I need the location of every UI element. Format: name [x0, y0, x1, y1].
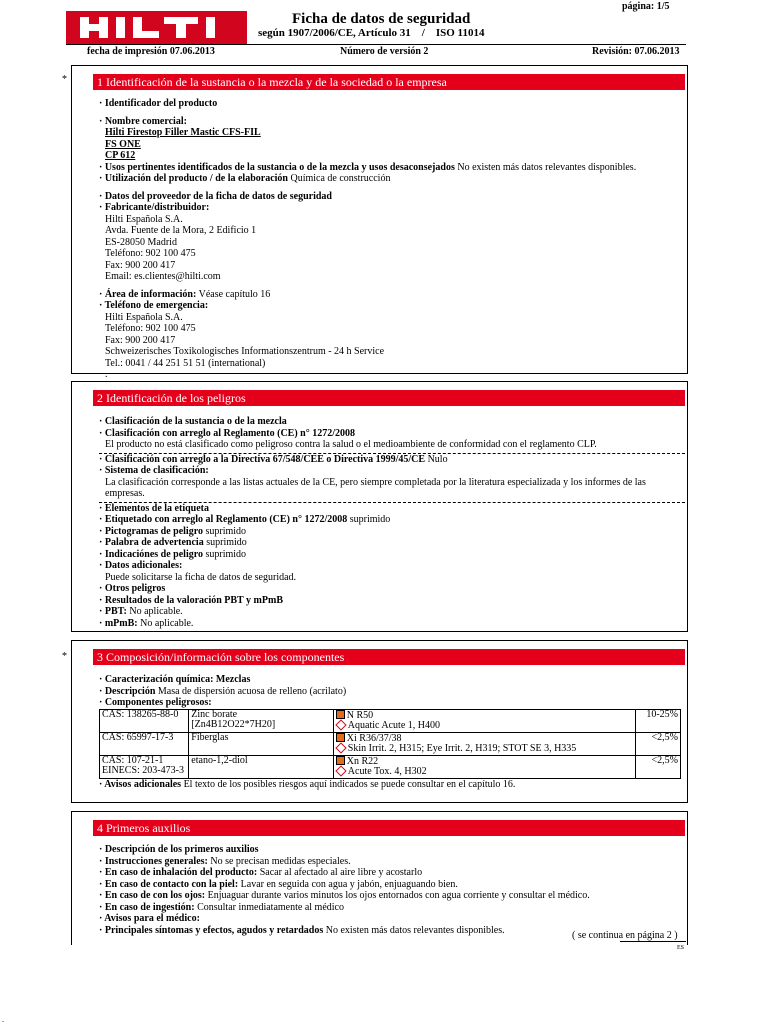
- text-line: Fax: 900 200 417: [105, 334, 176, 346]
- cas-cell: CAS: 138265-88-0: [100, 709, 189, 732]
- text-line: · En caso de contacto con la piel: Lavar en seguida con agua y jabón, enjuaguando bien.: [99, 878, 458, 890]
- change-marker: *: [62, 74, 67, 85]
- name-cell: Fiberglas: [189, 732, 333, 755]
- text-line: · Avisos adicionales El texto de los posibles riesgos aquí indicados se puede consultar en el capítulo 16.: [99, 778, 516, 790]
- section-4: [71, 811, 688, 945]
- text-line: · Clasificación de la sustancia o de la mezcla: [99, 416, 287, 427]
- text-line: · En caso de inhalación del producto: Sacar al afectado al aire libre y acostarlo: [99, 867, 423, 878]
- section-1-title: 1 Identificación de la sustancia o la mezcla y de la sociedad o la empresa: [93, 74, 685, 90]
- section-2: [71, 381, 688, 632]
- percent-cell: 10-25%: [635, 709, 680, 732]
- classification-cell: N R50 Aquatic Acute 1, H400: [333, 709, 635, 732]
- continuation-note: ( se continua en página 2 ): [572, 930, 678, 941]
- page-number: página: 1/5: [622, 1, 670, 12]
- harmful-hazard-icon: [336, 756, 345, 765]
- text-line: · Resultados de la valoración PBT y mPmB: [99, 594, 283, 606]
- text-line: ES-28050 Madrid: [105, 236, 177, 248]
- text-line: Tel.: 0041 / 44 251 51 51 (international): [105, 357, 266, 369]
- section-1: [71, 65, 688, 380]
- text-line: · mPmB: No aplicable.: [99, 617, 194, 629]
- text-line: La clasificación corresponde a las listas actuales de la CE, pero siempre completada por la literatura especializada y los informes de las empresas.: [105, 476, 646, 499]
- document-subtitle: según 1907/2006/CE, Artículo 31 / ISO 11014: [258, 27, 485, 39]
- classification-cell: Xn R22 Acute Tox. 4, H302: [333, 755, 635, 778]
- text-line: · En caso de con los ojos: Enjuaguar durante varios minutos los ojos entornados con agua corriente y consultar el médico.: [99, 890, 590, 901]
- percent-cell: <2,5%: [635, 755, 680, 778]
- document-title: Ficha de datos de seguridad: [292, 11, 471, 27]
- change-marker: *: [62, 651, 67, 662]
- text-line: Avda. Fuente de la Mora, 2 Edificio 1: [105, 225, 257, 236]
- section-3: [71, 640, 688, 803]
- name-cell: Zinc borate [Zn4B12O22*7H20]: [189, 709, 333, 732]
- ghs-exclamation-icon: [335, 742, 346, 753]
- text-line: Teléfono: 902 100 475: [105, 323, 196, 334]
- text-line: Teléfono: 902 100 475: [105, 248, 196, 259]
- print-date: fecha de impresión 07.06.2013: [87, 46, 215, 57]
- text-line: · Etiquetado con arreglo al Reglamento (CE) n° 1272/2008 suprimido: [99, 514, 391, 525]
- text-line: .: [105, 369, 108, 380]
- text-line: · Datos del proveedor de la ficha de datos de seguridad: [99, 190, 332, 202]
- text-line: · Fabricante/distribuidor:: [99, 202, 210, 213]
- table-row: [100, 709, 681, 732]
- text-line: · En caso de ingestión: Consultar inmediatamente al médico: [99, 901, 344, 913]
- text-line: · Palabra de advertencia suprimido: [99, 537, 247, 548]
- text-line: · Descripción de los primeros auxilios: [99, 844, 259, 855]
- text-line: · Nombre comercial:: [99, 115, 187, 127]
- text-line: · Datos adicionales:: [99, 560, 183, 571]
- text-line: · Caracterización química: Mezclas: [99, 674, 251, 685]
- text-line: · Avisos para el médico:: [99, 913, 200, 924]
- text-line: · Teléfono de emergencia:: [99, 300, 209, 311]
- text-line: · Instrucciones generales: No se precisan medidas especiales.: [99, 855, 351, 867]
- components-table: [99, 709, 681, 779]
- ghs-exclamation-icon: [335, 765, 346, 776]
- text-line: · Indicaciónes de peligro suprimido: [99, 548, 247, 560]
- irritant-hazard-icon: [336, 733, 345, 742]
- text-line: · Clasificación con arreglo a la Directiva 67/548/CEE o Directiva 1999/45/CE Nulo: [99, 453, 448, 465]
- cas-cell: CAS: 65997-17-3: [100, 732, 189, 755]
- text-line: · Pictogramas de peligro suprimido: [99, 525, 247, 537]
- text-line: Hilti Española S.A.: [105, 311, 183, 323]
- environment-hazard-icon: [336, 710, 345, 719]
- version-number: Número de versión 2: [340, 46, 429, 57]
- footer-divider: [620, 941, 686, 942]
- text-line: Schweizerisches Toxikologisches Informationszentrum - 24 h Service: [105, 346, 385, 357]
- name-cell: etano-1,2-diol: [189, 755, 333, 778]
- text-line: · PBT: No aplicable.: [99, 606, 183, 617]
- header-divider: [66, 44, 686, 45]
- product-name: CP 612: [105, 150, 136, 161]
- text-line: · Otros peligros: [99, 583, 166, 594]
- text-line: · Utilización del producto / de la elaboración Química de construcción: [99, 173, 391, 184]
- text-line: Puede solicitarse la ficha de datos de seguridad.: [105, 571, 297, 583]
- section-4-title: 4 Primeros auxilios: [93, 820, 685, 836]
- text-line: Hilti Española S.A.: [105, 213, 183, 225]
- table-row: [100, 755, 681, 778]
- revision-date: Revisión: 07.06.2013: [592, 46, 680, 57]
- text-line: · Área de información: Véase capítulo 16: [99, 288, 271, 300]
- text-line: Fax: 900 200 417: [105, 259, 176, 271]
- footer-dot: .: [2, 1015, 4, 1024]
- text-line: · Componentes peligrosos:: [99, 697, 212, 708]
- product-name: Hilti Firestop Filler Mastic CFS-FIL: [105, 127, 261, 138]
- text-line: El producto no está clasificado como peligroso contra la salud o el medioambiente de conformidad con el reglamento CLP.: [105, 439, 597, 450]
- product-name: FS ONE: [105, 138, 141, 150]
- section-2-title: 2 Identificación de los peligros: [93, 390, 685, 406]
- text-line: · Clasificación con arreglo al Reglamento (CE) n° 1272/2008: [99, 427, 356, 439]
- table-row: [100, 732, 681, 755]
- text-line: · Descripción Masa de dispersión acuosa de relleno (acrilato): [99, 685, 347, 697]
- classification-cell: Xi R36/37/38 Skin Irrit. 2, H315; Eye Irrit. 2, H319; STOT SE 3, H335: [333, 732, 635, 755]
- section-3-title: 3 Composición/información sobre los componentes: [93, 649, 685, 665]
- language-code: ES: [677, 945, 685, 951]
- text-line: · Identificador del producto: [99, 98, 218, 109]
- text-line: · Principales síntomas y efectos, agudos y retardados No existen más datos relevantes disponibles.: [99, 924, 505, 936]
- ghs-environment-icon: [335, 719, 346, 730]
- text-line: Email: es.clientes@hilti.com: [105, 271, 221, 282]
- cas-cell: CAS: 107-21-1 EINECS: 203-473-3: [100, 755, 189, 778]
- text-line: · Elementos de la etiqueta: [99, 502, 209, 514]
- text-line: · Usos pertinentes identificados de la sustancia o de la mezcla y usos desaconsejados No existen más datos relevantes disponibles.: [99, 161, 637, 173]
- text-line: · Sistema de clasificación:: [99, 465, 209, 476]
- hilti-logo: [66, 11, 247, 44]
- percent-cell: <2,5%: [635, 732, 680, 755]
